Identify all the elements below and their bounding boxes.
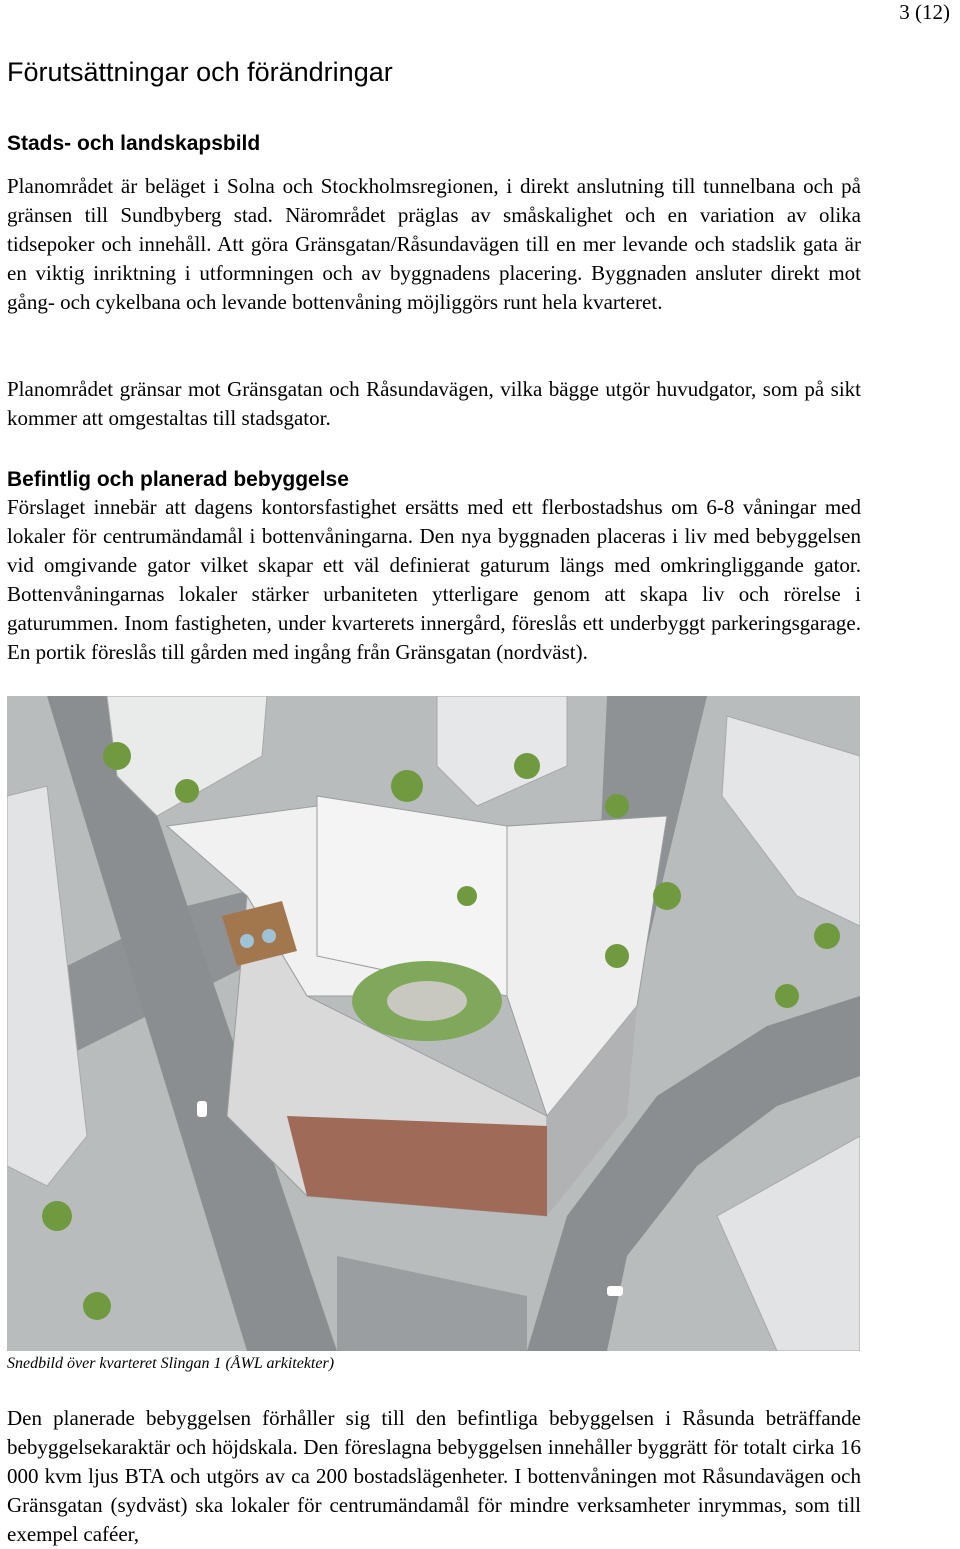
paragraph-stads-2: Planområdet gränsar mot Gränsgatan och Råsundavägen, vilka bägge utgör huvudgator, som på sikt kommer att omgestaltas till stadsgator. <box>7 377 861 430</box>
aerial-rendering-image <box>7 696 860 1351</box>
page-title: Förutsättningar och förändringar <box>7 57 393 87</box>
paragraph-stads-1: Planområdet är beläget i Solna och Stockholmsregionen, i direkt anslutning till tunnelbana och på gränsen till Sundbyberg stad. Närområdet präglas av småskalighet och en variation av olika tidsepoker och innehåll. Att göra Gränsgatan/Råsundavägen till en mer levande och stadslik gata är en viktig inriktning i utformningen och av byggnadens placering. Byggnaden ansluter direkt mot gång- och cykelbana och levande bottenvåning möjliggörs runt hela kvarteret. <box>7 174 861 314</box>
section-heading-stads: Stads- och landskapsbild <box>7 132 261 155</box>
page-number: 3 (12) <box>899 0 950 24</box>
section-heading-bebyggelse: Befintlig och planerad bebyggelse <box>7 468 349 491</box>
figure-caption: Snedbild över kvarteret Slingan 1 (ÅWL arkitekter) <box>7 1355 335 1372</box>
paragraph-bebyggelse-1: Förslaget innebär att dagens kontorsfastighet ersätts med ett flerbostadshus om 6-8 våningar med lokaler för centrumändamål i bottenvåningarna. Den nya byggnaden placeras i liv med bebyggelsen vid omgivande gator vilket skapar ett väl definierat gaturum längs med omkringliggande gator. Bottenvåningarnas lokaler stärker urbaniteten ytterligare genom att skapa liv och rörelse i gaturummen. Inom fastigheten, under kvarterets innergård, föreslås ett underbyggt parkeringsgarage. En portik föreslås till gården med ingång från Gränsgatan (nordväst). <box>7 495 861 664</box>
paragraph-bebyggelse-2: Den planerade bebyggelsen förhåller sig till den befintliga bebyggelsen i Råsunda beträffande bebyggelsekaraktär och höjdskala. Den föreslagna bebyggelsen innehåller byggrätt för totalt cirka 16 000 kvm ljus BTA och utgörs av ca 200 bostadslägenheter. I bottenvåningen mot Råsundavägen och Gränsgatan (sydväst) ska lokaler för centrumändamål för mindre verksamheter inrymmas, som till exempel caféer, <box>7 1406 861 1546</box>
